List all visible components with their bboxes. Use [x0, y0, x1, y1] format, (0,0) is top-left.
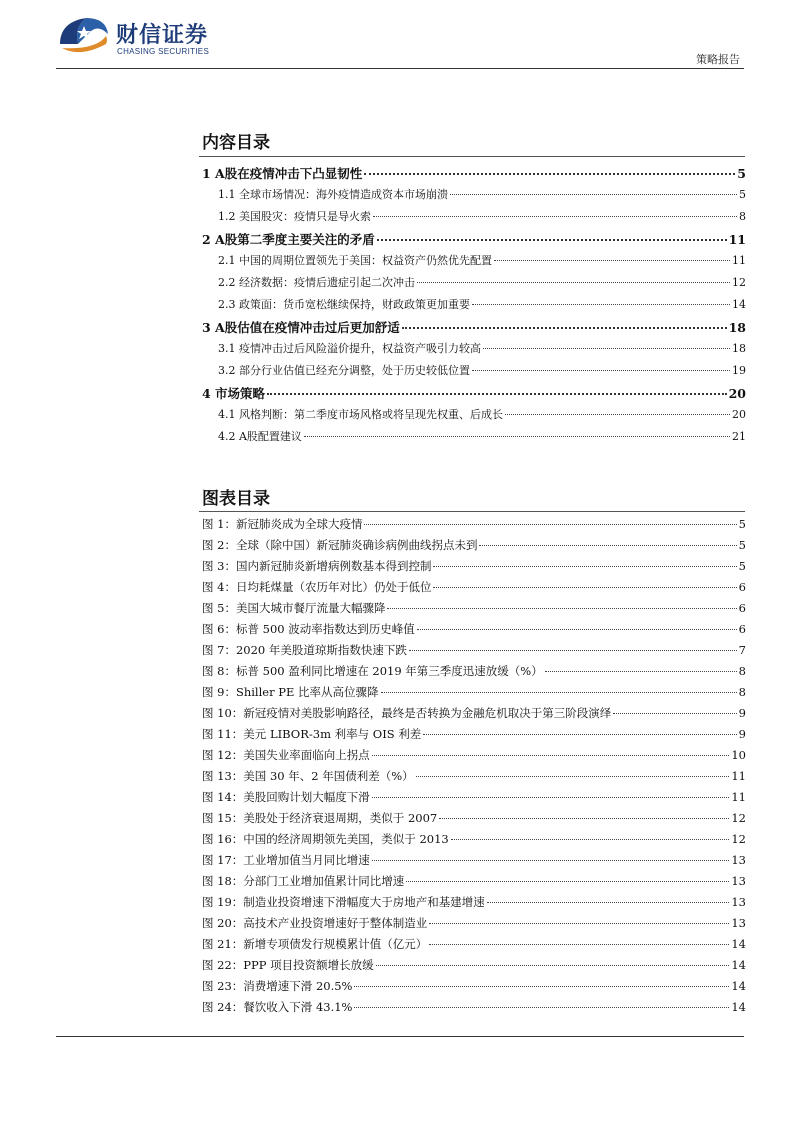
- toc-entry-label: 4.2 A股配置建议: [218, 430, 302, 443]
- toc-entry[interactable]: [202, 252, 746, 274]
- dot-leader: [364, 173, 735, 175]
- dot-leader: [372, 860, 730, 861]
- figure-entry-label: 图 14：美股回购计划大幅度下滑: [202, 790, 370, 804]
- figure-entry-label: 图 9：Shiller PE 比率从高位骤降: [202, 685, 379, 699]
- dot-leader: [450, 194, 737, 195]
- figure-entry-label: 图 6：标普 500 波动率指数达到历史峰值: [202, 622, 415, 636]
- figure-entry-page: 7: [738, 643, 746, 657]
- dot-leader: [416, 776, 730, 777]
- figure-entry-label: 图 12：美国失业率面临向上拐点: [202, 748, 370, 762]
- figures-title: 图表目录: [202, 489, 270, 509]
- figure-entry-label: 图 13：美国 30 年、2 年国债利差（%）: [202, 769, 414, 783]
- toc-entry-page: 20: [728, 386, 746, 401]
- figure-entry-page: 6: [738, 580, 746, 594]
- dot-leader: [354, 1007, 729, 1008]
- dot-leader: [304, 436, 730, 437]
- figure-entry-label: 图 1：新冠肺炎成为全球大疫情: [202, 517, 363, 531]
- toc-entry-page: 12: [732, 276, 746, 289]
- dot-leader: [472, 370, 730, 371]
- figure-entry[interactable]: [202, 831, 746, 852]
- toc-entry[interactable]: [202, 296, 746, 318]
- figure-entry-label: 图 17：工业增加值当月同比增速: [202, 853, 370, 867]
- dot-leader: [409, 650, 737, 651]
- toc-entry[interactable]: [202, 164, 746, 186]
- figure-entry[interactable]: [202, 726, 746, 747]
- toc-entry[interactable]: [202, 208, 746, 230]
- toc-entry-label: 3.1 疫情冲击过后风险溢价提升，权益资产吸引力较高: [218, 342, 481, 355]
- dot-leader: [433, 566, 736, 567]
- figure-entry-page: 13: [731, 895, 746, 909]
- figure-entry-label: 图 2：全球（除中国）新冠肺炎确诊病例曲线拐点未到: [202, 538, 478, 552]
- dot-leader: [402, 327, 727, 329]
- toc-entry-page: 18: [728, 320, 746, 335]
- figure-entry-page: 13: [731, 853, 746, 867]
- dot-leader: [483, 348, 730, 349]
- figure-entry-page: 14: [731, 937, 746, 951]
- toc-entry-page: 5: [739, 188, 746, 201]
- dot-leader: [433, 587, 736, 588]
- figure-entry-page: 8: [738, 685, 746, 699]
- toc-title-divider: [199, 156, 745, 157]
- figure-entry-label: 图 16：中国的经济周期领先美国，类似于 2013: [202, 832, 449, 846]
- dot-leader: [381, 692, 737, 693]
- figures-list: [202, 516, 746, 1020]
- figure-entry[interactable]: [202, 894, 746, 915]
- figure-entry-label: 图 19：制造业投资增速下滑幅度大于房地产和基建增速: [202, 895, 485, 909]
- dot-leader: [372, 755, 730, 756]
- figure-entry[interactable]: [202, 768, 746, 789]
- dot-leader: [613, 713, 736, 714]
- figure-entry[interactable]: [202, 873, 746, 894]
- toc-entry[interactable]: [202, 230, 746, 252]
- toc-entry-page: 19: [732, 364, 746, 377]
- figure-entry-label: 图 15：美股处于经济衰退周期，类似于 2007: [202, 811, 438, 825]
- dot-leader: [373, 216, 737, 217]
- toc-list: [202, 164, 746, 450]
- report-type-label: 策略报告: [696, 53, 740, 66]
- toc-entry-label: 1.1 全球市场情况：海外疫情造成资本市场崩溃: [218, 188, 448, 201]
- toc-entry-label: 3 A股估值在疫情冲击过后更加舒适: [202, 320, 400, 335]
- figure-entry-label: 图 5：美国大城市餐厅流量大幅骤降: [202, 601, 386, 615]
- figure-entry-label: 图 11：美元 LIBOR-3m 利率与 OIS 利差: [202, 727, 422, 741]
- figure-entry-page: 5: [738, 517, 746, 531]
- company-logo: [56, 14, 216, 62]
- footer-divider: [56, 1036, 744, 1037]
- figure-entry[interactable]: [202, 621, 746, 642]
- figure-entry-page: 5: [738, 538, 746, 552]
- figure-entry[interactable]: [202, 810, 746, 831]
- dot-leader: [505, 414, 730, 415]
- figure-entry-page: 14: [731, 1000, 746, 1014]
- figure-entry-page: 14: [731, 979, 746, 993]
- toc-entry-page: 14: [732, 298, 746, 311]
- dot-leader: [377, 239, 727, 241]
- toc-entry[interactable]: [202, 274, 746, 296]
- toc-entry[interactable]: [202, 384, 746, 406]
- toc-entry-page: 8: [739, 210, 746, 223]
- toc-entry-label: 1 A股在疫情冲击下凸显韧性: [202, 166, 363, 181]
- figure-entry[interactable]: [202, 579, 746, 600]
- toc-entry[interactable]: [202, 340, 746, 362]
- figure-entry-page: 9: [738, 706, 746, 720]
- figure-entry-label: 图 23：消费增速下滑 20.5%: [202, 979, 353, 993]
- toc-entry-label: 2 A股第二季度主要关注的矛盾: [202, 232, 375, 247]
- figure-entry-page: 11: [731, 790, 746, 804]
- toc-entry-label: 4 市场策略: [202, 386, 266, 401]
- toc-entry-page: 21: [732, 430, 746, 443]
- toc-entry-page: 5: [737, 166, 746, 181]
- figure-entry[interactable]: [202, 537, 746, 558]
- figure-entry-label: 图 22：PPP 项目投资额增长放缓: [202, 958, 374, 972]
- dot-leader: [417, 282, 730, 283]
- toc-entry-page: 20: [732, 408, 746, 421]
- dot-leader: [372, 797, 730, 798]
- logo-chinese-name: 财信证券: [116, 23, 209, 48]
- toc-entry-label: 2.3 政策面：货币宽松继续保持，财政政策更加重要: [218, 298, 470, 311]
- dot-leader: [364, 524, 736, 525]
- dot-leader: [479, 545, 736, 546]
- figure-entry[interactable]: [202, 957, 746, 978]
- toc-entry[interactable]: [202, 186, 746, 208]
- figure-entry[interactable]: [202, 558, 746, 579]
- figure-entry[interactable]: [202, 915, 746, 936]
- figure-entry[interactable]: [202, 516, 746, 537]
- figure-entry-label: 图 10：新冠疫情对美股影响路径，最终是否转换为金融危机取决于第三阶段演绎: [202, 706, 612, 720]
- dot-leader: [406, 881, 729, 882]
- figure-entry-page: 8: [738, 664, 746, 678]
- toc-title: 内容目录: [202, 133, 270, 153]
- figure-entry-page: 9: [738, 727, 746, 741]
- figure-entry[interactable]: [202, 852, 746, 873]
- toc-entry[interactable]: [202, 428, 746, 450]
- dot-leader: [494, 260, 730, 261]
- figure-entry-page: 12: [731, 811, 746, 825]
- logo-english-name: CHASING SECURITIES: [117, 47, 210, 56]
- dot-leader: [487, 902, 730, 903]
- toc-entry-label: 3.2 部分行业估值已经充分调整，处于历史较低位置: [218, 364, 470, 377]
- toc-entry[interactable]: [202, 318, 746, 340]
- figure-entry-page: 14: [731, 958, 746, 972]
- figure-entry-page: 6: [738, 622, 746, 636]
- logo-mark-icon: [56, 14, 112, 58]
- toc-entry-page: 11: [732, 254, 746, 267]
- figure-entry[interactable]: [202, 642, 746, 663]
- dot-leader: [545, 671, 737, 672]
- dot-leader: [429, 944, 729, 945]
- figure-entry-label: 图 20：高技术产业投资增速好于整体制造业: [202, 916, 428, 930]
- figure-entry-label: 图 7：2020 年美股道琼斯指数快速下跌: [202, 643, 407, 657]
- dot-leader: [472, 304, 730, 305]
- figure-entry[interactable]: [202, 705, 746, 726]
- header-divider: [56, 68, 744, 69]
- toc-entry-page: 18: [732, 342, 746, 355]
- dot-leader: [417, 629, 737, 630]
- figure-entry[interactable]: [202, 936, 746, 957]
- figures-title-divider: [199, 511, 745, 512]
- toc-entry-label: 4.1 风格判断：第二季度市场风格或将呈现先权重、后成长: [218, 408, 503, 421]
- dot-leader: [429, 923, 729, 924]
- dot-leader: [354, 986, 729, 987]
- figure-entry-page: 12: [731, 832, 746, 846]
- figure-entry-page: 11: [731, 769, 746, 783]
- figure-entry-label: 图 3：国内新冠肺炎新增病例数基本得到控制: [202, 559, 432, 573]
- figure-entry-page: 13: [731, 916, 746, 930]
- figure-entry-label: 图 4：日均耗煤量（农历年对比）仍处于低位: [202, 580, 432, 594]
- figure-entry-label: 图 21：新增专项债发行规模累计值（亿元）: [202, 937, 428, 951]
- figure-entry[interactable]: [202, 978, 746, 999]
- figure-entry[interactable]: [202, 600, 746, 621]
- toc-entry-label: 2.1 中国的周期位置领先于美国：权益资产仍然优先配置: [218, 254, 492, 267]
- dot-leader: [423, 734, 736, 735]
- figure-entry-page: 6: [738, 601, 746, 615]
- toc-entry[interactable]: [202, 362, 746, 384]
- figure-entry[interactable]: [202, 747, 746, 768]
- toc-entry-label: 1.2 美国股灾：疫情只是导火索: [218, 210, 371, 223]
- figure-entry[interactable]: [202, 789, 746, 810]
- figure-entry[interactable]: [202, 999, 746, 1020]
- toc-entry-page: 11: [728, 232, 746, 247]
- figure-entry-label: 图 18：分部门工业增加值累计同比增速: [202, 874, 405, 888]
- dot-leader: [451, 839, 730, 840]
- figure-entry[interactable]: [202, 663, 746, 684]
- figure-entry-page: 10: [731, 748, 746, 762]
- dot-leader: [439, 818, 729, 819]
- dot-leader: [387, 608, 736, 609]
- figure-entry-page: 5: [738, 559, 746, 573]
- toc-entry-label: 2.2 经济数据：疫情后遗症引起二次冲击: [218, 276, 415, 289]
- toc-entry[interactable]: [202, 406, 746, 428]
- figure-entry-label: 图 24：餐饮收入下滑 43.1%: [202, 1000, 353, 1014]
- figure-entry-label: 图 8：标普 500 盈利同比增速在 2019 年第三季度迅速放缓（%）: [202, 664, 543, 678]
- dot-leader: [376, 965, 730, 966]
- figure-entry-page: 13: [731, 874, 746, 888]
- dot-leader: [267, 393, 727, 395]
- figure-entry[interactable]: [202, 684, 746, 705]
